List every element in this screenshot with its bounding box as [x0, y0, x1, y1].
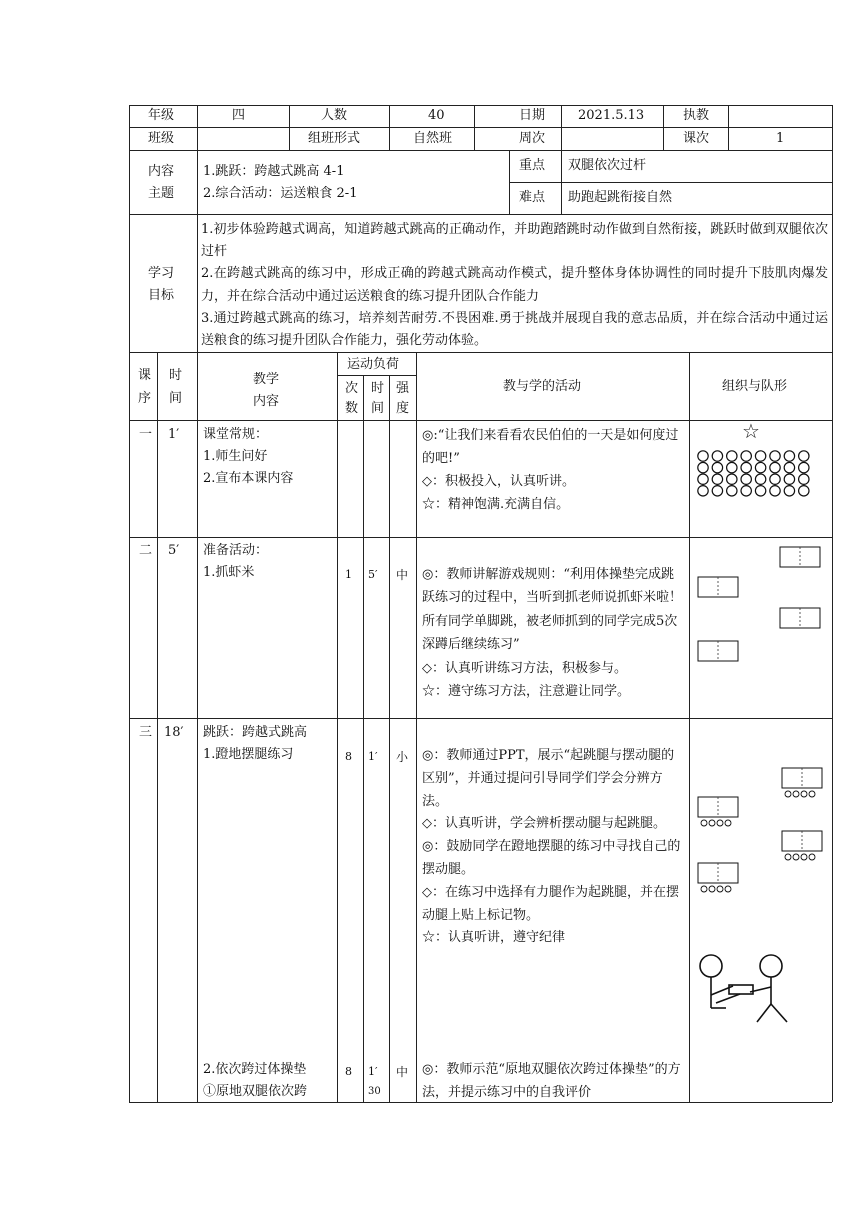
r2-count: 1: [345, 568, 352, 581]
key-value: 双腿依次过杆: [568, 158, 647, 173]
people-label: 人数: [321, 108, 348, 123]
r3-activity-2: ◇：认真听讲，学会辨析摆动腿与起跳腿。: [422, 816, 666, 832]
r3-count: 8: [345, 750, 352, 763]
r3-part: 三: [139, 725, 153, 740]
head-intensity-a: 强: [396, 381, 410, 396]
r3-content-1: 跳跃：跨越式跳高: [203, 725, 308, 740]
r3-activity-1: ◎：教师通过PPT，展示“起跳腿与摆动腿的区别”，并通过提问引导同学们学会分辨方法。: [422, 748, 675, 809]
teacher-label: 执教: [683, 108, 710, 123]
goal-3: 3.通过跨越式跳高的练习，培养刻苦耐劳.不畏困难.勇于挑战并展现自我的意志品质，并在综合活动中通过运送粮食的练习提升团队合作能力，强化劳动体验。: [201, 310, 828, 349]
r3-ltime-2: 1′: [368, 1065, 378, 1078]
head-count-a: 次: [345, 381, 359, 396]
r3-ltime: 1′: [368, 750, 378, 763]
date-value: 2021.5.13: [578, 108, 645, 123]
r2-ltime: 5′: [368, 568, 378, 581]
class-label: 班级: [148, 131, 175, 146]
r1-activity-2: ◇：积极投入，认真听讲。: [422, 474, 575, 489]
r2-activity: [422, 563, 686, 703]
goals-text: [201, 219, 828, 352]
goals-label-2: 目标: [148, 288, 175, 303]
head-content-a: 教学: [253, 372, 280, 387]
r3-count-2: 8: [345, 1065, 352, 1078]
r3-activity-3: ◎：鼓励同学在蹬地摆腿的练习中寻找自己的摆动腿。: [422, 839, 681, 877]
r1-part: 一: [139, 427, 153, 442]
r1-content-2: 1.师生问好: [203, 449, 268, 464]
head-activity: 教与学的活动: [503, 379, 582, 394]
head-ltime-a: 时: [371, 381, 385, 396]
lesson-value: 1: [776, 131, 785, 146]
grade-value: 四: [232, 108, 246, 123]
r2-intensity: 中: [396, 568, 409, 582]
r2-part: 二: [139, 543, 153, 558]
r3-content-2: 1.蹬地摆腿练习: [203, 747, 294, 762]
head-time-b: 间: [169, 391, 183, 406]
head-organization: 组织与队形: [722, 379, 788, 394]
r1-time: 1′: [168, 427, 180, 442]
head-count-b: 数: [345, 401, 359, 416]
r3-activity-b: [422, 1059, 686, 1102]
r3-activity-4: ◇：在练习中选择有力腿作为起跳腿，并在摆动腿上贴上标记物。: [422, 884, 679, 923]
r2-activity-1: ◎：教师讲解游戏规则：“利用体操垫完成跳跃练习的过程中，当听到抓老师说抓虾米啦！所有同学单脚跳，被老师抓到的同学完成5次深蹲后继续练习”: [422, 567, 683, 653]
r1-content-3: 2.宣布本课内容: [203, 471, 294, 486]
content-label-2: 主题: [148, 186, 175, 201]
goal-1: 1.初步体验跨越式调高，知道跨越式跳高的正确动作，并助跑踏跳时动作做到自然衔接，跳跃时做到双腿依次过杆: [201, 222, 828, 260]
r2-activity-3: ☆：遵守练习方法，注意避让同学。: [422, 684, 631, 700]
org-label: 组班形式: [308, 131, 361, 146]
people-value: 40: [428, 108, 445, 123]
week-label: 周次: [519, 131, 546, 146]
head-ltime-b: 间: [371, 401, 385, 416]
head-part-a: 课: [138, 368, 152, 383]
head-part-b: 序: [138, 391, 152, 406]
r3-activity: [422, 745, 686, 950]
r2-content-2: 1.抓虾米: [203, 565, 255, 580]
r1-content-1: 课堂常规：: [203, 427, 269, 442]
r2-activity-2: ◇：认真听讲练习方法，积极参与。: [422, 660, 627, 676]
content-item-2: 2.综合活动：运送粮食 2-1: [203, 186, 358, 201]
org-value: 自然班: [413, 131, 453, 146]
r3-ltime-2b: 30: [368, 1086, 381, 1097]
teacher-star-icon: ☆: [742, 419, 760, 443]
head-time-a: 时: [169, 368, 183, 383]
date-label: 日期: [519, 108, 546, 123]
head-content-b: 内容: [253, 394, 280, 409]
content-label-1: 内容: [148, 164, 175, 179]
r3-intensity: 小: [396, 750, 409, 764]
r3-content-3: 2.依次跨过体操垫: [203, 1062, 307, 1077]
r3-activity-5: ☆：认真听讲，遵守纪律: [422, 930, 566, 946]
r3-content-4: ①原地双腿依次跨: [203, 1084, 308, 1099]
content-item-1: 1.跳跃：跨越式跳高 4-1: [203, 164, 345, 179]
r3-activity-b1: ◎：教师示范“原地双腿依次跨过体操垫”的方法，并提示练习中的自我评价: [422, 1062, 681, 1100]
r2-content-1: 准备活动：: [203, 543, 269, 558]
head-load: 运动负荷: [347, 357, 400, 372]
r3-intensity-2: 中: [396, 1065, 409, 1079]
key-label: 重点: [519, 158, 546, 173]
head-intensity-b: 度: [396, 401, 410, 416]
lesson-label: 课次: [683, 131, 710, 146]
grade-label: 年级: [148, 108, 175, 123]
r2-time: 5′: [168, 543, 180, 558]
r1-activity: [422, 424, 686, 516]
difficulty-value: 助跑起跳衔接自然: [568, 190, 673, 205]
goals-label-1: 学习: [148, 266, 175, 281]
goal-2: 2.在跨越式跳高的练习中，形成正确的跨越式跳高动作模式，提升整体身体协调性的同时提升下肢肌肉爆发力，并在综合活动中通过运送粮食的练习提升团队合作能力: [201, 266, 828, 304]
r1-activity-3: ☆：精神饱满.充满自信。: [422, 497, 570, 512]
difficulty-label: 难点: [519, 190, 546, 205]
r1-activity-1: ◎:“让我们来看看农民伯伯的一天是如何度过的吧!”: [422, 428, 679, 466]
r3-time: 18′: [164, 725, 184, 740]
